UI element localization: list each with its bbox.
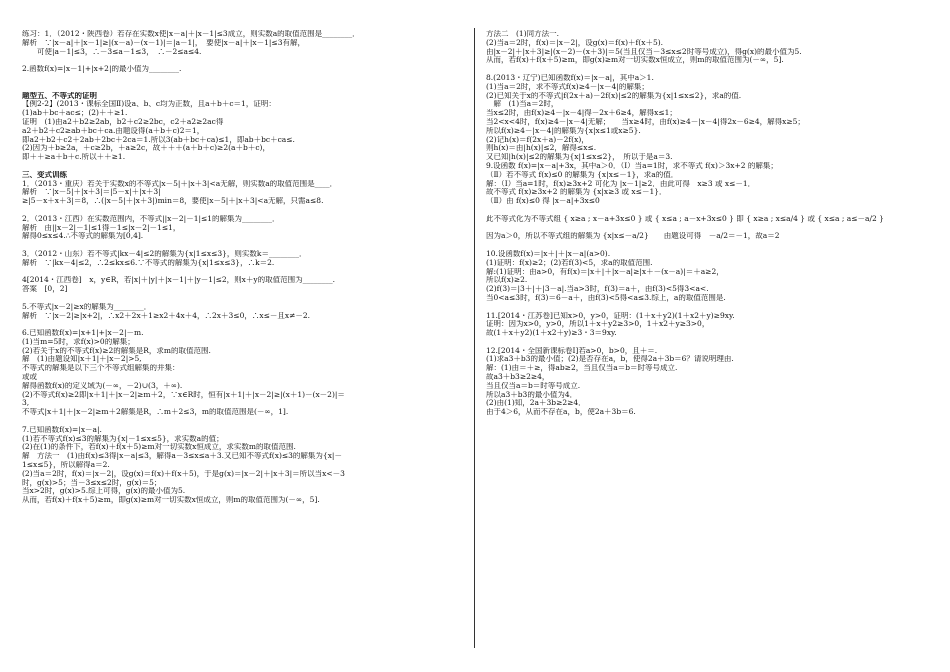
text-line: 解析 由||x－2|－1|≤1得－1≤|x－2|－1≤1， [22,223,181,232]
text-line: 解析 ∵|x－5|＋|x＋3|＝|5－x|＋|x＋3| [22,188,161,197]
text-line: 当0<a≤3时，f(3)＝6－a＋，由f(3)<5得<a≤3.综上，a的取值范围是. [486,293,726,302]
text-line: (2)当a＝2时，f(x)＝|x－2|，设g(x)＝f(x)＋f(x＋5)，于是g(x)＝|x－2|＋|x＋3|＝所以当x<－3 [22,469,345,478]
text-line: 解：（Ⅰ）当a=1时，f(x)≥3x+2 可化为 |x－1|≥2．由此可得 x≥3 或 x≤－1． [486,179,756,188]
text-line: (2)由(1)知，2a＋3b≥2≥4． [486,399,586,408]
text-line: 解 方法一 (1)由f(x)≤3得|x－a|≤3，解得a－3≤x≤a＋3.又已知不等式f(x)≤3的解集为{x|－ [22,452,342,461]
text-line: 解 (1)由题设知|x＋1|＋|x－2|>5, [22,355,142,364]
text-line: 由|x－2|＋|x＋3|≥|(x－2)－(x＋3)|＝5(当且仅当－3≤x≤2时等号成立)，得g(x)的最小值为5. [486,47,802,56]
text-line: 所以a3＋b3的最小值为4． [486,390,578,399]
text-line: 当x>2时，g(x)>5.综上可得，g(x)的最小值为5. [22,487,186,496]
text-line: 7.已知函数f(x)=|x－a|. [22,425,102,434]
text-line: 时，g(x)>5；当－3≤x≤2时，g(x)＝5； [22,478,162,487]
text-line: 解得函数f(x)的定义域为(－∞，－2)∪(3，＋∞). [22,381,183,390]
text-line: 不等式|x＋1|＋|x－2|≥m＋2解集是R，∴m＋2≤3，m的取值范围是(－∞，1]. [22,408,289,417]
text-line: 即a2＋b2＋c2＋2ab＋2bc＋2ca＝1.所以3(ab＋bc＋ca)≤1，即ab＋bc＋ca≤. [22,135,295,144]
text-line: 3．（2012・山东）若不等式|kx－4|≤2的解集为{x|1≤x≤3}，则实数k＝________． [22,249,307,258]
text-line: 3, [22,399,30,408]
text-line: (1)若不等式f(x)≤3的解集为{x|－1≤x≤5}，求实数a的值； [22,434,224,443]
text-line: 9.设函数 f(x)=|x－a|+3x，其中a＞0．（Ⅰ）当a=1时，求不等式 f(x)＞3x+2 的解集； [486,161,778,170]
text-line: 解析 ∵|x－2|≥|x+2|，∴x2＋2x＋1≥x2＋4x＋4，∴2x＋3≤0，∴x≤－且x≠－2. [22,311,311,320]
text-line: 三、变式训练 [22,170,67,179]
text-line: 题型五、不等式的证明 [22,91,97,100]
text-line: 又已知|h(x)|≤2的解集为{x|1≤x≤2}， 所以于是a＝3. [486,153,673,162]
text-line: 解 (1)当a＝2时， [486,100,559,109]
text-line: 方法二 (1)同方法一. [486,30,560,38]
text-line: 从而，若f(x)＋f(x＋5)≥m，即g(x)≥m对一切实数x恒成立，则m的取值范围为(－∞，5]. [22,496,320,505]
text-line: （Ⅱ）由 f(x)≤0 得 |x－a|+3x≤0 [486,197,600,206]
text-line: 解析 ∵|kx－4|≤2，∴2≤kx≤6.∵不等式的解集为{x|1≤x≤3}，∴k＝2. [22,258,275,267]
blank-line [486,224,932,233]
blank-line [486,303,932,312]
right-column [486,30,932,417]
text-line: 此不等式化为不等式组 { x≥a ; x－a+3x≤0 } 或 { x≤a ; a－x+3x≤0 } 即 { x≥a ; x≤a/4 } 或 { x≤a ; a≤－a/2 } [486,214,884,223]
text-line: 故不等式 f(x)≥3x+2 的解集为 {x|x≥3 或 x≤－1}． [486,188,667,197]
text-line: 练习：1．（2012・陕西卷）若存在实数x使|x－a|＋|x－1|≤3成立，则实数a的取值范围是________． [22,30,360,38]
text-line: (2)已知关于x的不等式|f(2x＋a)－2f(x)|≤2的解集为{x|1≤x≤2}，求a的值. [486,91,742,100]
text-line: (2)f(3)＝|3＋|＋|3－a|.当a>3时，f(3)＝a＋，由f(3)<5得3<a<. [486,285,709,294]
text-line: 10.设函数f(x)＝|x＋|＋|x－a|(a>0). [486,249,611,258]
text-line: 或或 [22,373,37,382]
text-line: 12.[2014・全国新课标卷Ⅰ]若a>0，b>0，且＋＝. [486,346,658,355]
text-line: 5.不等式|x－2|≥x的解集为________． [22,302,152,311]
text-line: 当x≤2时，由f(x)≥4－|x－4|得－2x＋6≥4，解得x≤1； [486,109,677,118]
blank-line [486,65,932,74]
blank-line [486,241,932,250]
text-line: ≥|5－x＋x＋3|＝8，∴(|x－5|＋|x＋3|)min＝8，要使|x－5|＋|x＋3|<a无解，只需a≤8. [22,197,324,206]
blank-line [22,268,468,277]
left-column [22,30,468,505]
text-line: 证明：因为x>0，y>0，所以1＋x＋y2≥3>0，1＋x2＋y≥3>0， [486,320,710,329]
text-line: 1．（2013・重庆）若关于实数x的不等式|x－5|＋|x＋3|<a无解，则实数a的取值范围是____． [22,179,338,188]
text-line: (2)记h(x)＝f(2x＋a)－2f(x)， [486,135,589,144]
blank-line [22,162,468,171]
text-line: 解得0≤x≤4.∴不等式的解集为[0,4]. [22,232,144,241]
text-line: 当2<x<4时，f(x)≥4－|x－4|无解； 当x≥4时，由f(x)≥4－|x－4|得2x－6≥4，解得x≥5； [486,117,805,126]
text-line: 所以f(x)≥2. [486,276,528,285]
blank-line [22,74,468,83]
blank-line [22,206,468,215]
text-line: (2)不等式f(x)≥2即|x＋1|＋|x－2|≥m＋2，∵x∈R时，恒有|x＋1|＋|x－2|≥|(x＋1)－(x－2)|＝ [22,390,345,399]
text-line: (2)若关于x的不等式f(x)≥2的解集是R，求m的取值范围. [22,346,211,355]
text-line: 11.[2014・江苏卷]已知x>0，y>0，证明：(1＋x＋y2)(1＋x2＋y)≥9xy. [486,311,735,320]
text-line: 可使|a－1|≤3，∴－3≤a－1≤3， ∴－2≤a≤4. [22,47,202,56]
text-line: 解:(1)证明：由a>0，有f(x)＝|x＋|＋|x－a|≥|x＋－(x－a)|＝＋a≥2， [486,267,724,276]
text-line: 6.已知函数f(x)=|x+1|+|x－2|－m. [22,329,144,338]
blank-line [22,294,468,303]
text-line: 所以f(x)≥4－|x－4|的解集为{x|x≤1或x≥5}. [486,126,641,135]
text-line: 2．（2013・江西）在实数范围内，不等式||x－2|－1|≤1的解集为________． [22,214,280,223]
text-line: (2)当a＝2时，f(x)＝|x－2|，设g(x)＝f(x)＋f(x＋5). [486,38,664,47]
text-line: 即＋＋≥a＋b＋c.所以＋＋≥1. [22,153,126,162]
text-line: (2)在(1)的条件下，若f(x)＋f(x＋5)≥m对一切实数x恒成立，求实数m的取值范围. [22,443,296,452]
text-line: 故(1＋x＋y2)(1＋x2＋y)≥3・3＝9xy. [486,329,617,338]
text-line: (2)因为＋b≥2a，＋c≥2b，＋a≥2c，故＋＋＋(a＋b＋c)≥2(a＋b＋c)， [22,144,270,153]
text-line: 2.函数f(x)=|x－1|+|x+2|的最小值为________. [22,65,182,74]
text-line: 证明 (1)由a2＋b2≥2ab，b2＋c2≥2bc，c2＋a2≥2ac得 [22,117,224,126]
blank-line [22,83,468,92]
text-line: 1≤x≤5}，所以解得a＝2. [22,461,110,470]
blank-line [486,338,932,347]
text-line: 不等式的解集是以下三个不等式组解集的并集： [22,364,180,373]
column-divider [474,28,475,648]
text-line: (1)当a＝2时，求不等式f(x)≥4－|x－4|的解集； [486,82,649,91]
text-line: (1)求a3＋b3的最小值；(2)是否存在a，b，使得2a＋3b＝6？请说明理由. [486,355,734,364]
text-line: 解析 ∵|x－a|＋|x－1|≥|(x－a)－(x－1)|＝|a－1|， 要使|x－a|＋|x－1|≤3有解， [22,38,305,47]
text-line: a2＋b2＋c2≥ab＋bc＋ca.由题设得(a＋b＋c)2＝1， [22,126,205,135]
blank-line [22,320,468,329]
text-line: 则h(x)＝由|h(x)|≤2，解得≤x≤. [486,144,597,153]
text-line: 8.(2013・辽宁)已知函数f(x)＝|x－a|，其中a＞1. [486,73,654,82]
text-line: 解：(1)由＝＋≥，得ab≥2，当且仅当a＝b＝时等号成立. [486,364,678,373]
text-line: （Ⅱ）若不等式 f(x)≤0 的解集为 {x|x≤－1}，求a的值． [486,170,679,179]
text-line: 因为a＞0，所以不等式组的解集为 {x|x≤－a/2} 由题设可得 －a/2＝－1，故a＝2 [486,232,780,241]
blank-line [486,206,932,215]
blank-line [22,417,468,426]
text-line: 由于4＞6，从而不存在a，b，使2a＋3b＝6. [486,408,636,417]
text-line: (1)当m=5时，求f(x)>0的解集； [22,337,135,346]
text-line: 故a3＋b3≥2≥4， [486,373,550,382]
text-line: (1)ab＋bc＋ac≤；(2)＋＋≥1. [22,109,128,118]
text-line: 从而，若f(x)＋f(x＋5)≥m，即g(x)≥m对一切实数x恒成立，则m的取值范围为(－∞，5]. [486,56,784,65]
text-line: (1)证明：f(x)≥2；(2)若f(3)<5，求a的取值范围. [486,258,653,267]
blank-line [22,241,468,250]
text-line: 答案 [0，2] [22,285,68,294]
text-line: 【例2-2】(2013・课标全国Ⅱ)设a、b、c均为正数，且a＋b＋c＝1，证明： [22,100,276,109]
blank-line [22,56,468,65]
text-line: 4[2014・江西卷] x，y∈R，若|x|＋|y|＋|x－1|＋|y－1|≤2，则x＋y的取值范围为________. [22,276,335,285]
text-line: 当且仅当a＝b＝时等号成立. [486,381,581,390]
